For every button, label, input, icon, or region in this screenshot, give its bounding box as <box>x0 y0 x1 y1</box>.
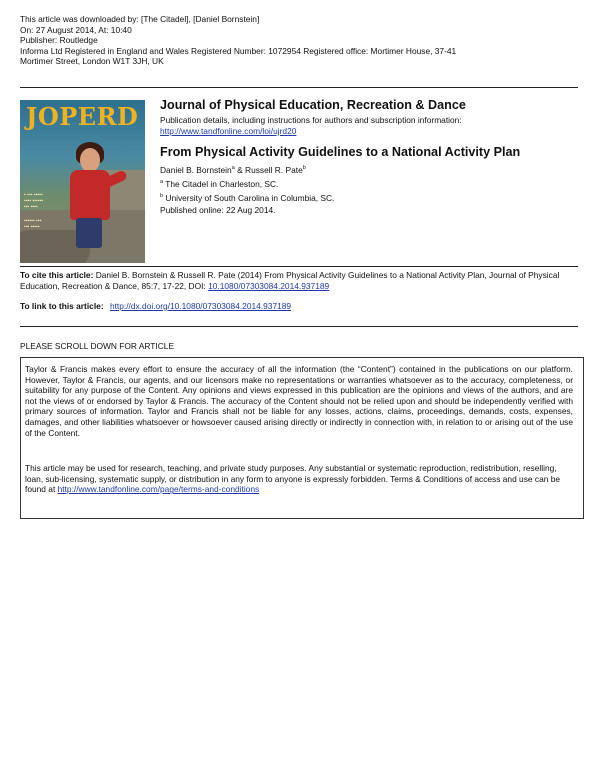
published-date: Published online: 22 Aug 2014. <box>160 205 276 215</box>
affiliation-text: The Citadel in Charleston, SC. <box>165 179 279 189</box>
affiliation-marker: b <box>302 165 306 172</box>
author-name[interactable]: Daniel B. Bornstein <box>160 165 232 175</box>
journal-cover-image: ▪ ▪▪▪ ▪▪▪▪▪ ▪▪▪▪ ▪▪▪▪▪▪ ▪▪▪ ▪▪▪▪ ▪▪▪▪▪▪ ▪▪▪ ▪▪▪ ▪▪▪▪▪ JOPERD <box>20 100 145 263</box>
cover-masthead: JOPERD <box>26 102 139 131</box>
header-divider <box>20 87 578 88</box>
terms-box <box>20 357 584 519</box>
article-url-link[interactable]: http://dx.doi.org/10.1080/07303084.2014.937189 <box>109 301 292 311</box>
citation <box>20 270 580 291</box>
affiliation-marker: a <box>231 165 235 172</box>
journal-title: Journal of Physical Education, Recreation & Dance <box>160 98 466 112</box>
journal-divider <box>20 266 578 267</box>
download-line: Publisher: Routledge <box>20 35 98 46</box>
disclaimer-paragraph: Taylor & Francis makes every effort to ensure the accuracy of all the information (the “Content”) contained in the publications on our platform. However, Taylor & Francis, our agents, and our licensors make no representations or warranties whatsoever as to the accuracy, completeness, or suitability for any purpose of the Content. Any opinions and views expressed in this publication are the opinions and views of the authors, and are not the views of or endorsed by Taylor & Francis. The accuracy of the Content should not be relied upon and should be independently verified with primary sources of information. Taylor and Francis shall not be liable for any losses, actions, claims, proceedings, demands, costs, expenses, damages, and other liabilities whatsoever or howsoever caused arising directly or indirectly in connection with, in relation to or arising out of the use of the Content. <box>25 364 573 438</box>
download-line: Mortimer Street, London W1T 3JH, UK <box>20 56 164 67</box>
download-line: On: 27 August 2014, At: 10:40 <box>20 24 132 35</box>
affiliation-marker: a <box>160 179 164 186</box>
download-line: Informa Ltd Registered in England and Wales Registered Number: 1072954 Registered office: Mortimer House, 37-41 <box>20 45 457 56</box>
affiliation-marker: b <box>160 193 164 200</box>
affiliation-b <box>160 193 334 204</box>
download-info <box>20 14 580 67</box>
doi-link[interactable]: 10.1080/07303084.2014.937189 <box>208 280 330 291</box>
journal-details: Publication details, including instructions for authors and subscription information: <box>160 115 462 125</box>
cite-text: Daniel B. Bornstein & Russell R. Pate (2014) From Physical Activity Guidelines to a National Activity Plan, Journal of Physical Education, Recreation & Dance, 85:7, 17-22, DOI: <box>20 270 560 291</box>
scroll-notice: PLEASE SCROLL DOWN FOR ARTICLE <box>20 341 175 351</box>
author-name[interactable]: Russell R. Pate <box>245 165 303 175</box>
author-join: & <box>234 165 246 175</box>
affiliation-a <box>160 179 278 190</box>
article-title: From Physical Activity Guidelines to a National Activity Plan <box>160 145 521 159</box>
usage-paragraph <box>25 463 573 495</box>
terms-link[interactable]: http://www.tandfonline.com/page/terms-and-conditions <box>57 484 260 495</box>
download-line: This article was downloaded by: [The Citadel], [Daniel Bornstein] <box>20 14 260 24</box>
link-label: To link to this article: <box>20 301 104 311</box>
cite-label: To cite this article: <box>20 270 94 280</box>
article-link-row <box>20 301 291 312</box>
authors <box>160 165 306 176</box>
affiliation-text: University of South Carolina in Columbia, SC. <box>165 193 335 203</box>
usage-text: This article may be used for research, teaching, and private study purposes. Any substantial or systematic reproduction, redistribution, reselling, loan, sub-licensing, systematic supply, or distribution in any form to anyone is expressly forbidden. Terms & Conditions of access and use can be found at <box>25 463 561 495</box>
citation-divider <box>20 326 578 327</box>
journal-url-link[interactable]: http://www.tandfonline.com/loi/ujrd20 <box>160 126 297 136</box>
